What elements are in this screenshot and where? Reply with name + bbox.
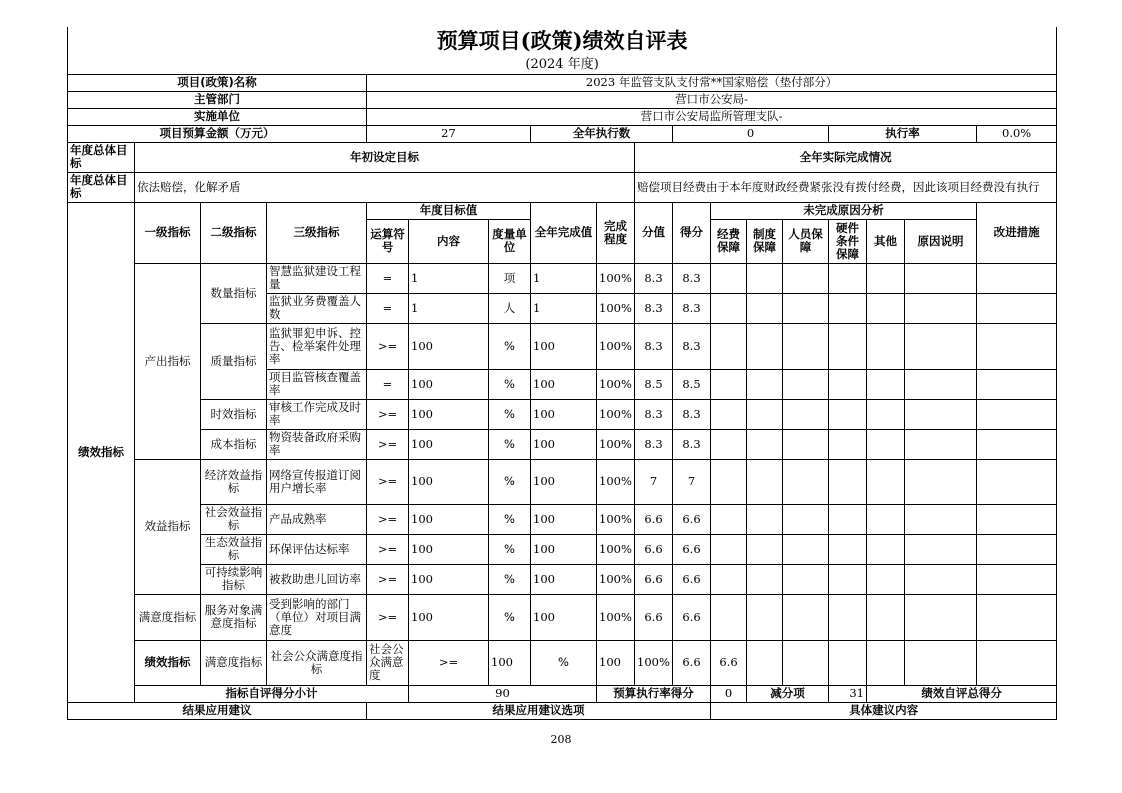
empty-cell [977, 399, 1057, 429]
subtotal-value: 90 [409, 685, 597, 702]
empty-cell [829, 293, 867, 323]
empty-cell [747, 640, 783, 685]
empty-cell [829, 263, 867, 293]
value-cell: 6.6 [635, 564, 673, 594]
actual-cell: 100 [531, 534, 597, 564]
actual-cell: 100 [531, 399, 597, 429]
score-cell: 8.3 [673, 399, 711, 429]
score-header: 得分 [673, 202, 711, 263]
actual-cell: 1 [531, 293, 597, 323]
unit-cell: % [489, 564, 531, 594]
empty-cell [977, 323, 1057, 369]
empty-cell [711, 369, 747, 399]
empty-cell [867, 369, 905, 399]
level3-cell: 监狱业务费覆盖人数 [267, 293, 367, 323]
empty-cell [829, 640, 867, 685]
empty-cell [783, 293, 829, 323]
empty-cell [829, 429, 867, 459]
empty-cell [783, 534, 829, 564]
score-cell: 6.6 [673, 594, 711, 640]
unit-cell: % [489, 534, 531, 564]
actual-cell: 100 [531, 429, 597, 459]
deduct-value: 31 [829, 685, 867, 702]
empty-cell [747, 429, 783, 459]
completion-cell: 100% [597, 323, 635, 369]
empty-cell [977, 534, 1057, 564]
exec-score-value: 0 [711, 685, 747, 702]
deduct-label: 减分项 [747, 685, 829, 702]
level2-sustainable: 可持续影响指标 [201, 564, 267, 594]
empty-cell [829, 564, 867, 594]
level2-service: 服务对象满意度指标 [201, 594, 267, 640]
empty-cell [905, 504, 977, 534]
level3-cell: 物资装备政府采购率 [267, 429, 367, 459]
empty-cell [829, 534, 867, 564]
level2-public: 社会公众满意度指标 [267, 640, 367, 685]
value-cell: 6.6 [635, 504, 673, 534]
category-satisfaction-bottom: 满意度指标 [201, 640, 267, 685]
content-cell: 100 [409, 564, 489, 594]
actual-cell: 100 [597, 640, 635, 685]
empty-cell [905, 534, 977, 564]
level3-cell: 产品成熟率 [267, 504, 367, 534]
empty-cell [711, 459, 747, 504]
completion-cell: 100% [597, 534, 635, 564]
level2-ecological: 生态效益指标 [201, 534, 267, 564]
score-cell: 6.6 [673, 504, 711, 534]
content-cell: 1 [409, 293, 489, 323]
level3-header: 三级指标 [267, 202, 367, 263]
empty-cell [867, 640, 905, 685]
operator-cell: >= [367, 534, 409, 564]
empty-cell [747, 534, 783, 564]
level3-cell: 智慧监狱建设工程量 [267, 263, 367, 293]
completion-cell: 100% [597, 369, 635, 399]
empty-cell [711, 429, 747, 459]
actual-cell: 100 [531, 459, 597, 504]
table-subtitle: (2024 年度) [68, 55, 1057, 74]
empty-cell [867, 323, 905, 369]
empty-cell [747, 594, 783, 640]
result-content-label: 具体建议内容 [711, 702, 1057, 719]
value-cell: 8.3 [635, 263, 673, 293]
empty-cell [977, 504, 1057, 534]
score-cell: 6.6 [673, 534, 711, 564]
actual-cell: 1 [531, 263, 597, 293]
empty-cell [829, 504, 867, 534]
empty-cell [829, 594, 867, 640]
content-cell: 1 [409, 263, 489, 293]
project-name-label: 项目(政策)名称 [68, 74, 367, 91]
operator-cell: >= [367, 429, 409, 459]
score-cell: 8.3 [673, 429, 711, 459]
unit-cell: % [489, 504, 531, 534]
content-cell: 100 [409, 323, 489, 369]
empty-cell [977, 263, 1057, 293]
operator-cell: >= [367, 504, 409, 534]
empty-cell [711, 263, 747, 293]
reason-other-header: 其他 [867, 219, 905, 263]
empty-cell [905, 399, 977, 429]
operator-cell: >= [367, 323, 409, 369]
empty-cell [867, 534, 905, 564]
content-cell: 100 [409, 504, 489, 534]
empty-cell [747, 564, 783, 594]
empty-cell [867, 594, 905, 640]
operator-cell: >= [367, 399, 409, 429]
operator-cell: >= [367, 564, 409, 594]
empty-cell [905, 564, 977, 594]
level3-cell: 审核工作完成及时率 [267, 399, 367, 429]
value-cell: 6.6 [635, 534, 673, 564]
improve-header: 改进措施 [977, 202, 1057, 263]
completion-header: 完成程度 [597, 202, 635, 263]
empty-cell [747, 504, 783, 534]
empty-cell [905, 293, 977, 323]
empty-cell [783, 399, 829, 429]
empty-cell [711, 399, 747, 429]
page-number: 208 [550, 733, 572, 746]
completion-cell: 100% [597, 293, 635, 323]
empty-cell [711, 504, 747, 534]
level3-cell: 监狱罪犯申诉、控告、检举案件处理率 [267, 323, 367, 369]
completion-cell: 100% [597, 459, 635, 504]
actual-cell: 100 [531, 564, 597, 594]
empty-cell [867, 564, 905, 594]
result-label: 结果应用建议 [68, 702, 367, 719]
empty-cell [977, 594, 1057, 640]
empty-cell [905, 429, 977, 459]
completion-cell: 100% [597, 399, 635, 429]
content-header: 内容 [409, 219, 489, 263]
actual-goal-header: 全年实际完成情况 [635, 142, 1057, 172]
value-cell: 8.3 [635, 293, 673, 323]
unit-cell: 人 [489, 293, 531, 323]
actual-goal-text: 赔偿项目经费由于本年度财政经费紧张没有拨付经费，因此该项目经费没有执行 [635, 172, 1057, 202]
level3-cell: 被救助患儿回访率 [267, 564, 367, 594]
level3-cell: 社会公众满意度 [367, 640, 409, 685]
empty-cell [783, 640, 829, 685]
unit-label: 实施单位 [68, 108, 367, 125]
unit-cell: % [489, 369, 531, 399]
empty-cell [747, 399, 783, 429]
empty-cell [747, 323, 783, 369]
score-cell: 7 [673, 459, 711, 504]
empty-cell [977, 459, 1057, 504]
level3-cell: 项目监管核查覆盖率 [267, 369, 367, 399]
reason-system-header: 制度保障 [747, 219, 783, 263]
empty-cell [867, 293, 905, 323]
content-cell: 100 [409, 399, 489, 429]
category-output: 产出指标 [135, 263, 201, 459]
operator-cell: >= [409, 640, 489, 685]
actual-cell: 100 [531, 323, 597, 369]
score-cell: 8.3 [673, 323, 711, 369]
completion-cell: 100% [597, 429, 635, 459]
category-satisfaction: 满意度指标 [135, 594, 201, 640]
value-cell: 8.5 [635, 369, 673, 399]
dept-value: 营口市公安局- [367, 91, 1057, 108]
operator-cell: = [367, 369, 409, 399]
unit-cell: 项 [489, 263, 531, 293]
value-cell: 6.6 [673, 640, 711, 685]
empty-cell [747, 369, 783, 399]
budget-value: 27 [367, 125, 531, 142]
empty-cell [905, 640, 977, 685]
content-cell: 100 [409, 459, 489, 504]
unit-cell: % [489, 459, 531, 504]
level2-social: 社会效益指标 [201, 504, 267, 534]
reason-staff-header: 人员保障 [783, 219, 829, 263]
operator-cell: = [367, 263, 409, 293]
empty-cell [783, 504, 829, 534]
level2-quality: 质量指标 [201, 323, 267, 399]
value-cell: 8.3 [635, 399, 673, 429]
reason-funding-header: 经费保障 [711, 219, 747, 263]
content-cell: 100 [409, 534, 489, 564]
score-value-header: 分值 [635, 202, 673, 263]
goals-row-label: 年度总体目标 [68, 142, 135, 172]
dept-label: 主管部门 [68, 91, 367, 108]
empty-cell [905, 594, 977, 640]
initial-goal-header: 年初设定目标 [135, 142, 635, 172]
value-cell: 8.3 [635, 323, 673, 369]
empty-cell [783, 323, 829, 369]
empty-cell [711, 323, 747, 369]
score-cell: 6.6 [711, 640, 747, 685]
empty-cell [711, 564, 747, 594]
empty-cell [711, 293, 747, 323]
level2-header: 二级指标 [201, 202, 267, 263]
empty-cell [783, 594, 829, 640]
unit-cell: % [489, 323, 531, 369]
content-cell: 100 [489, 640, 531, 685]
empty-cell [783, 263, 829, 293]
empty-cell [977, 640, 1057, 685]
level3-cell: 网络宣传报道订阅用户增长率 [267, 459, 367, 504]
completion-cell: 100% [597, 564, 635, 594]
score-cell: 8.5 [673, 369, 711, 399]
actual-cell: 100 [531, 504, 597, 534]
unit-cell: % [489, 594, 531, 640]
unit-cell: % [531, 640, 597, 685]
actual-cell: 100 [531, 369, 597, 399]
result-options-label: 结果应用建议选项 [367, 702, 711, 719]
operator-cell: >= [367, 594, 409, 640]
empty-cell [905, 459, 977, 504]
unit-cell: % [489, 399, 531, 429]
empty-cell [867, 263, 905, 293]
unit-cell: % [489, 429, 531, 459]
initial-goal-text: 依法赔偿，化解矛盾 [135, 172, 635, 202]
perf-indicator-label: 绩效指标 [68, 202, 135, 702]
empty-cell [977, 293, 1057, 323]
level3-cell: 环保评估达标率 [267, 534, 367, 564]
empty-cell [905, 263, 977, 293]
exec-score-label: 预算执行率得分 [597, 685, 711, 702]
content-cell: 100 [409, 369, 489, 399]
empty-cell [711, 534, 747, 564]
operator-cell: = [367, 293, 409, 323]
empty-cell [905, 369, 977, 399]
unit-header: 度量单位 [489, 219, 531, 263]
value-cell: 6.6 [635, 594, 673, 640]
empty-cell [829, 459, 867, 504]
empty-cell [867, 429, 905, 459]
score-cell: 8.3 [673, 293, 711, 323]
completion-cell: 100% [597, 504, 635, 534]
empty-cell [905, 323, 977, 369]
empty-cell [783, 369, 829, 399]
empty-cell [783, 429, 829, 459]
score-cell: 6.6 [673, 564, 711, 594]
empty-cell [867, 459, 905, 504]
operator-cell: >= [367, 459, 409, 504]
empty-cell [711, 594, 747, 640]
category-benefit: 效益指标 [135, 459, 201, 594]
level2-timeliness: 时效指标 [201, 399, 267, 429]
actual-header: 全年完成值 [531, 202, 597, 263]
rate-label: 执行率 [829, 125, 977, 142]
actual-cell: 100 [531, 594, 597, 640]
table-title: 预算项目(政策)绩效自评表 [68, 27, 1057, 55]
project-name-value: 2023 年监管支队支付常**国家赔偿（垫付部分） [367, 74, 1057, 91]
empty-cell [977, 369, 1057, 399]
perf-indicator-label-bottom: 绩效指标 [135, 640, 201, 685]
value-cell: 8.3 [635, 429, 673, 459]
level2-quantity: 数量指标 [201, 263, 267, 323]
self-evaluation-table [67, 27, 1057, 720]
exec-label: 全年执行数 [531, 125, 673, 142]
empty-cell [867, 504, 905, 534]
rate-value: 0.0% [977, 125, 1057, 142]
empty-cell [977, 429, 1057, 459]
empty-cell [829, 399, 867, 429]
level2-cost: 成本指标 [201, 429, 267, 459]
target-group-header: 年度目标值 [367, 202, 531, 219]
total-score-label: 绩效自评总得分 [867, 685, 1057, 702]
reason-explain-header: 原因说明 [905, 219, 977, 263]
empty-cell [747, 293, 783, 323]
score-cell: 8.3 [673, 263, 711, 293]
goals-row-label-2: 年度总体目标 [68, 172, 135, 202]
level2-economic: 经济效益指标 [201, 459, 267, 504]
empty-cell [977, 564, 1057, 594]
content-cell: 100 [409, 429, 489, 459]
completion-cell: 100% [635, 640, 673, 685]
budget-label: 项目预算金额（万元） [68, 125, 367, 142]
unit-value: 营口市公安局监所管理支队- [367, 108, 1057, 125]
empty-cell [747, 263, 783, 293]
exec-value: 0 [673, 125, 829, 142]
empty-cell [783, 564, 829, 594]
empty-cell [829, 369, 867, 399]
value-cell: 7 [635, 459, 673, 504]
level1-header: 一级指标 [135, 202, 201, 263]
empty-cell [829, 323, 867, 369]
content-cell: 100 [409, 594, 489, 640]
reason-hardware-header: 硬件条件保障 [829, 219, 867, 263]
subtotal-label: 指标自评得分小计 [135, 685, 409, 702]
empty-cell [867, 399, 905, 429]
reasons-group-header: 未完成原因分析 [711, 202, 977, 219]
completion-cell: 100% [597, 594, 635, 640]
level3-cell: 受到影响的部门（单位）对项目满意度 [267, 594, 367, 640]
operator-header: 运算符号 [367, 219, 409, 263]
empty-cell [747, 459, 783, 504]
completion-cell: 100% [597, 263, 635, 293]
empty-cell [783, 459, 829, 504]
